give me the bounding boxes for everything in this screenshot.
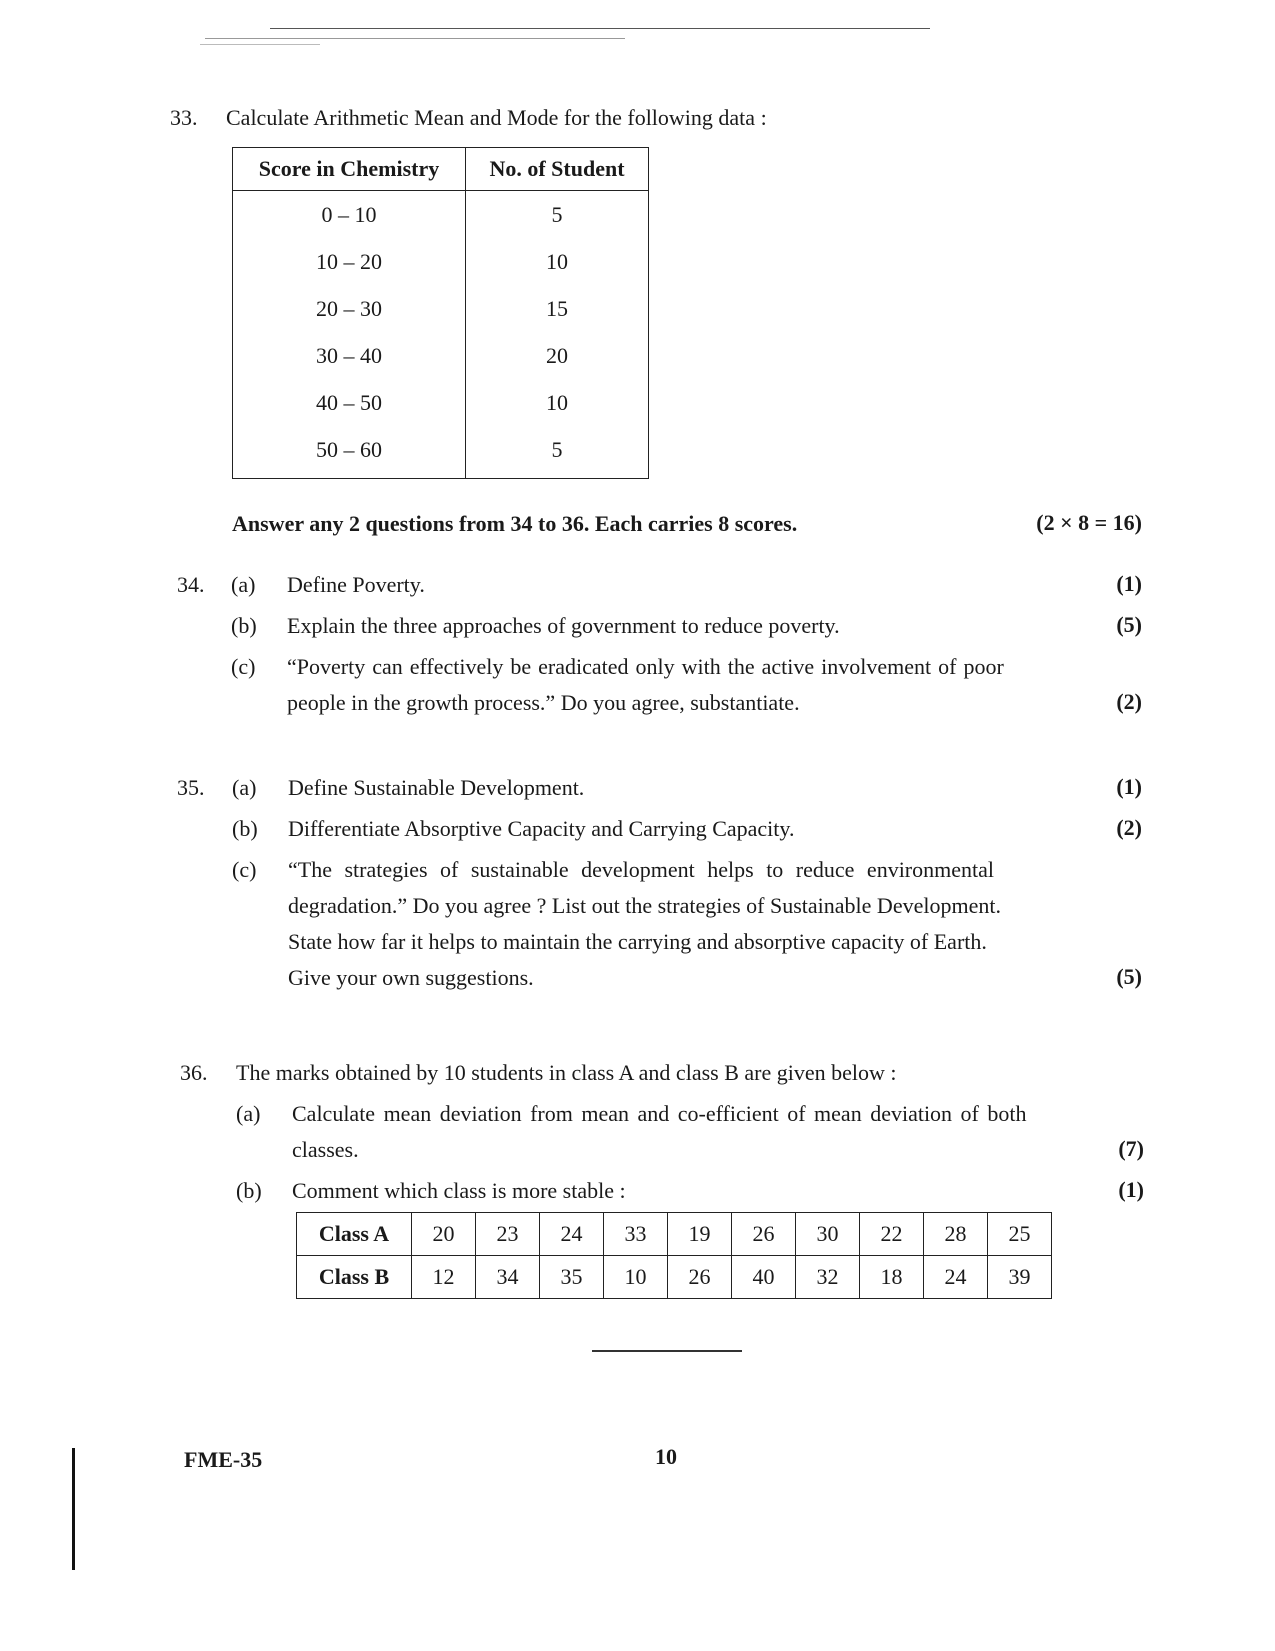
q35-part-c-cont [232,964,1142,994]
part-label: (c) [232,857,257,882]
table-cell: 10 [546,389,568,415]
table-row [233,426,649,479]
footer-code: FME-35 [184,1447,263,1472]
table-header-cell: Score in Chemistry [233,148,466,191]
q34-part-c-cont [231,689,1142,719]
table-cell: 30 – 40 [233,332,466,379]
table-cell: 5 [551,436,563,462]
part-text: Explain the three approaches of government to reduce poverty. [287,613,840,638]
table-cell: 20 [412,1213,476,1256]
table-cell: 40 [732,1256,796,1299]
q33-number: 33. [170,105,198,130]
part-text: Define Sustainable Development. [288,775,585,800]
scan-line-top [270,28,930,29]
table-cell: 15 [546,295,568,321]
table-cell: 18 [860,1256,924,1299]
page-number: 10 [655,1444,677,1469]
table-cell: 20 [546,342,568,368]
part-text: Comment which class is more stable : [292,1178,626,1203]
part-label: (b) [236,1178,262,1203]
part-score: (7) [1118,1136,1144,1161]
table-cell: 12 [412,1256,476,1299]
table-row [233,379,649,426]
part-text: Define Poverty. [287,572,425,597]
table-cell: 10 [604,1256,668,1299]
part-text: Calculate mean deviation from mean and co-efficient of mean deviation of both [292,1101,1027,1126]
table-cell: 24 [924,1256,988,1299]
section-instruction: Answer any 2 questions from 34 to 36. Each carries 8 scores. [232,511,798,536]
table-row [233,285,649,332]
part-label: (b) [232,816,258,841]
q34-part-c [231,653,1142,683]
table-cell: 33 [604,1213,668,1256]
table-cell: 24 [540,1213,604,1256]
table-row [233,332,649,379]
part-score: (2) [1116,689,1142,714]
part-score: (1) [1118,1177,1144,1202]
table-row [297,1213,1052,1256]
q36-table [296,1212,1052,1299]
part-text: classes. [292,1137,359,1162]
section-instruction-row [232,510,1142,540]
q34-part-b [231,612,1142,642]
q33-table [232,147,649,479]
part-score: (5) [1116,964,1142,989]
table-cell: 30 [796,1213,860,1256]
scan-margin-bar [72,1448,75,1570]
q35-part-a [232,774,1142,804]
part-text: people in the growth process.” Do you agree, substantiate. [287,690,800,715]
table-cell: 10 – 20 [233,238,466,285]
table-cell: 22 [860,1213,924,1256]
part-text: State how far it helps to maintain the carrying and absorptive capacity of Earth. [288,929,987,954]
table-cell: 23 [476,1213,540,1256]
part-label: (a) [236,1101,261,1126]
part-label: (b) [231,613,257,638]
table-cell: 28 [924,1213,988,1256]
q36-parts [236,1100,1144,1210]
q33-text: Calculate Arithmetic Mean and Mode for the following data : [226,105,767,130]
q36-part-b [236,1177,1144,1207]
section-score: (2 × 8 = 16) [1036,510,1142,535]
table-row-header: Class B [297,1256,412,1299]
table-header-row [233,148,649,191]
table-cell: 26 [732,1213,796,1256]
q35-parts [232,774,1142,994]
table-row-header: Class A [297,1213,412,1256]
table-header-cell: No. of Student [466,148,649,191]
q36-text: The marks obtained by 10 students in class A and class B are given below : [236,1060,897,1085]
part-text: Give your own suggestions. [288,965,534,990]
table-cell: 5 [551,201,563,227]
table-cell: 0 – 10 [233,191,466,239]
q35-part-c-cont [232,892,1142,922]
part-text: “Poverty can effectively be eradicated only with the active involvement of poor [287,654,1004,679]
table-cell: 10 [546,248,568,274]
part-score: (1) [1116,774,1142,799]
table-cell: 39 [988,1256,1052,1299]
table-cell: 50 – 60 [233,426,466,479]
scan-line-top [200,44,320,45]
table-cell: 20 – 30 [233,285,466,332]
end-divider [592,1350,742,1352]
part-score: (2) [1116,815,1142,840]
part-score: (1) [1116,571,1142,596]
part-text: Differentiate Absorptive Capacity and Carrying Capacity. [288,816,795,841]
q35-number: 35. [177,775,205,800]
scan-line-top [205,38,625,39]
q36-number: 36. [180,1060,208,1085]
q35-part-c-cont [232,928,1142,958]
table-cell: 34 [476,1256,540,1299]
q35-part-b [232,815,1142,845]
table-cell: 19 [668,1213,732,1256]
q34-number: 34. [177,572,205,597]
q36-part-a-cont [236,1136,1144,1166]
table-row [233,238,649,285]
table-cell: 32 [796,1256,860,1299]
table-cell: 40 – 50 [233,379,466,426]
q34-parts [231,571,1142,731]
table-cell: 35 [540,1256,604,1299]
table-cell: 25 [988,1213,1052,1256]
part-label: (c) [231,654,256,679]
part-text: degradation.” Do you agree ? List out the strategies of Sustainable Development. [288,893,1001,918]
q36-part-a [236,1100,1144,1130]
table-cell: 26 [668,1256,732,1299]
table-row [233,191,649,239]
table-row [297,1256,1052,1299]
part-score: (5) [1116,612,1142,637]
part-text: “The strategies of sustainable development helps to reduce environmental [288,857,994,882]
q34-part-a [231,571,1142,601]
part-label: (a) [232,775,257,800]
q35-part-c [232,856,1142,886]
part-label: (a) [231,572,256,597]
